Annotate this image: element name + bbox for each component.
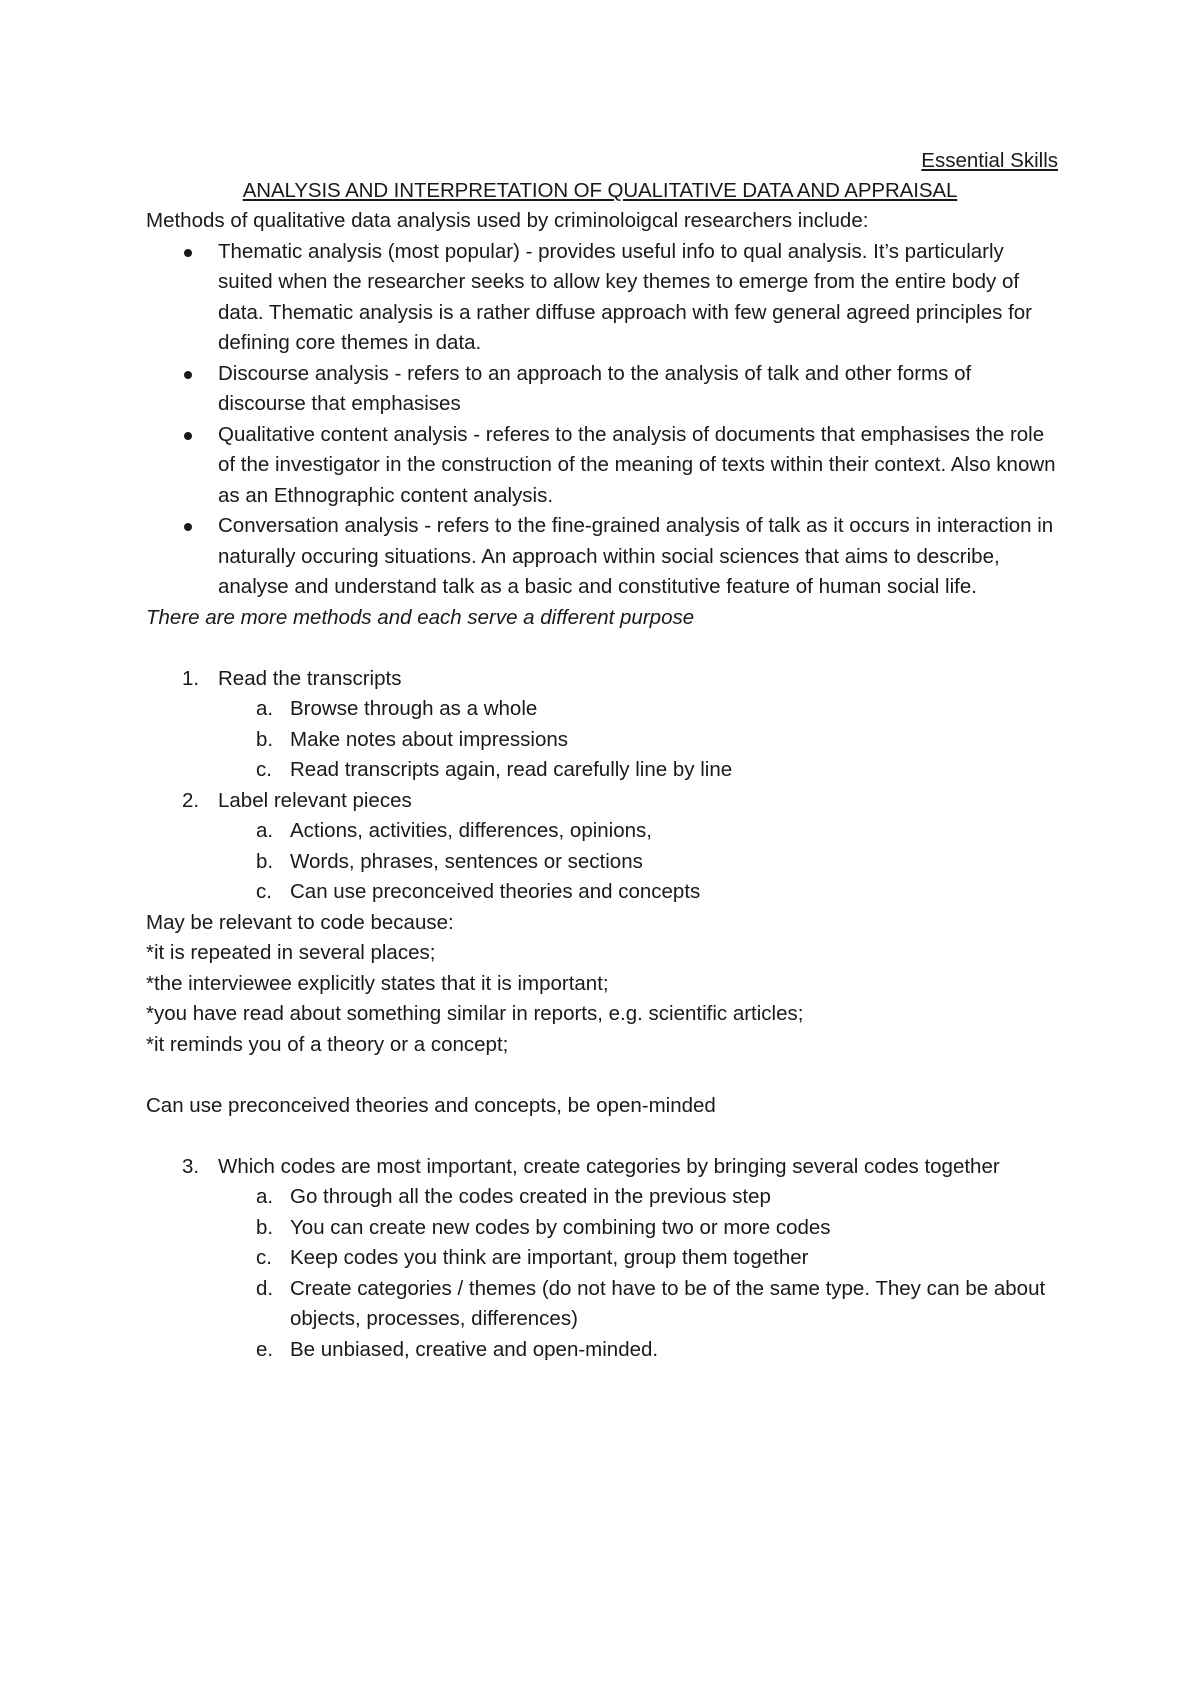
relevance-reason: *it is repeated in several places; <box>146 941 436 964</box>
substep-text: You can create new codes by combining two or more codes <box>290 1215 831 1239</box>
substep-text: Create categories / themes (do not have to be of the same type. They can be about objects, processes, differences) <box>290 1276 1046 1330</box>
page-title: ANALYSIS AND INTERPRETATION OF QUALITATIVE DATA AND APPRAISAL <box>242 179 958 202</box>
step-item <box>146 664 1066 786</box>
relevance-heading: May be relevant to code because: <box>146 910 454 934</box>
substep-item <box>146 1213 1060 1244</box>
substep-letter: b. <box>256 727 274 751</box>
document-body <box>146 206 1066 1365</box>
list-item <box>146 420 1056 512</box>
substep-item <box>146 1335 1060 1366</box>
intro-text: Methods of qualitative data analysis used by criminoloigcal researchers include: <box>146 209 869 232</box>
step-number: 3. <box>182 1154 200 1178</box>
step-text: Label relevant pieces <box>218 788 412 812</box>
substep-item <box>146 877 1060 908</box>
bullet-icon <box>184 523 192 531</box>
methods-note: There are more methods and each serve a different purpose <box>146 605 695 629</box>
substep-item <box>146 1182 1060 1213</box>
bullet-icon <box>184 432 192 440</box>
methods-list <box>146 237 1066 603</box>
substep-letter: a. <box>256 697 274 720</box>
method-text: Discourse analysis - refers to an approach to the analysis of talk and other forms of discourse that emphasises <box>218 361 972 415</box>
substep-item <box>146 755 1060 786</box>
substep-item <box>146 725 1060 756</box>
relevance-reason: *it reminds you of a theory or a concept; <box>146 1032 509 1056</box>
substep-item <box>146 1274 1060 1335</box>
bullet-icon <box>184 371 192 379</box>
substep-text: Can use preconceived theories and concepts <box>290 880 701 903</box>
substep-item <box>146 1243 1060 1274</box>
steps-list-b <box>146 1152 1066 1366</box>
step-number: 1. <box>182 666 200 690</box>
relevance-reason: *the interviewee explicitly states that it is important; <box>146 971 609 995</box>
step-number: 2. <box>182 788 200 812</box>
list-item <box>146 511 1056 603</box>
substep-letter: b. <box>256 1215 274 1239</box>
steps-list-a <box>146 664 1066 908</box>
substep-letter: c. <box>256 880 272 903</box>
relevance-reason: *you have read about something similar in reports, e.g. scientific articles; <box>146 1002 804 1025</box>
step-text: Which codes are most important, create categories by bringing several codes together <box>218 1154 1000 1178</box>
header-label: Essential Skills <box>921 149 1058 172</box>
substep-letter: b. <box>256 849 274 873</box>
substep-list <box>218 816 1066 908</box>
substep-list <box>218 1182 1066 1365</box>
substep-list <box>218 694 1066 786</box>
method-text: Thematic analysis (most popular) - provides useful info to qual analysis. It’s particularly suited when the researcher seeks to allow key themes to emerge from the entire body of data. Thematic analysis is a rather diffuse approach with few general agreed principles for defining core themes in data. <box>218 239 1032 354</box>
open-minded-note: Can use preconceived theories and concepts, be open-minded <box>146 1093 716 1117</box>
substep-item <box>146 816 1060 847</box>
list-item <box>146 359 1056 420</box>
substep-letter: a. <box>256 819 274 842</box>
substep-item <box>146 847 1060 878</box>
list-item <box>146 237 1056 359</box>
substep-text: Be unbiased, creative and open-minded. <box>290 1337 659 1361</box>
method-text: Qualitative content analysis - referes to the analysis of documents that emphasises the role of the investigator in the construction of the meaning of texts within their context. Also known as an Ethnographic content analysis. <box>218 422 1056 507</box>
substep-text: Words, phrases, sentences or sections <box>290 849 643 873</box>
substep-letter: c. <box>256 1246 272 1269</box>
substep-letter: c. <box>256 758 272 781</box>
substep-text: Browse through as a whole <box>290 697 538 720</box>
step-text: Read the transcripts <box>218 666 402 690</box>
step-item <box>146 786 1066 908</box>
method-text: Conversation analysis - refers to the fine-grained analysis of talk as it occurs in interaction in naturally occuring situations. An approach within social sciences that aims to describe, analyse and understand talk as a basic and constitutive feature of human social life. <box>218 514 1054 598</box>
substep-letter: d. <box>256 1276 274 1300</box>
step-item <box>146 1152 1066 1366</box>
substep-text: Make notes about impressions <box>290 727 569 751</box>
substep-text: Keep codes you think are important, group them together <box>290 1246 809 1269</box>
substep-text: Go through all the codes created in the previous step <box>290 1185 771 1208</box>
spacer <box>146 633 1066 664</box>
substep-letter: e. <box>256 1337 274 1361</box>
substep-text: Actions, activities, differences, opinions, <box>290 819 652 842</box>
bullet-icon <box>184 249 192 257</box>
substep-letter: a. <box>256 1185 274 1208</box>
substep-item <box>146 694 1060 725</box>
spacer <box>146 1060 1066 1091</box>
spacer <box>146 1121 1066 1152</box>
substep-text: Read transcripts again, read carefully line by line <box>290 758 733 781</box>
